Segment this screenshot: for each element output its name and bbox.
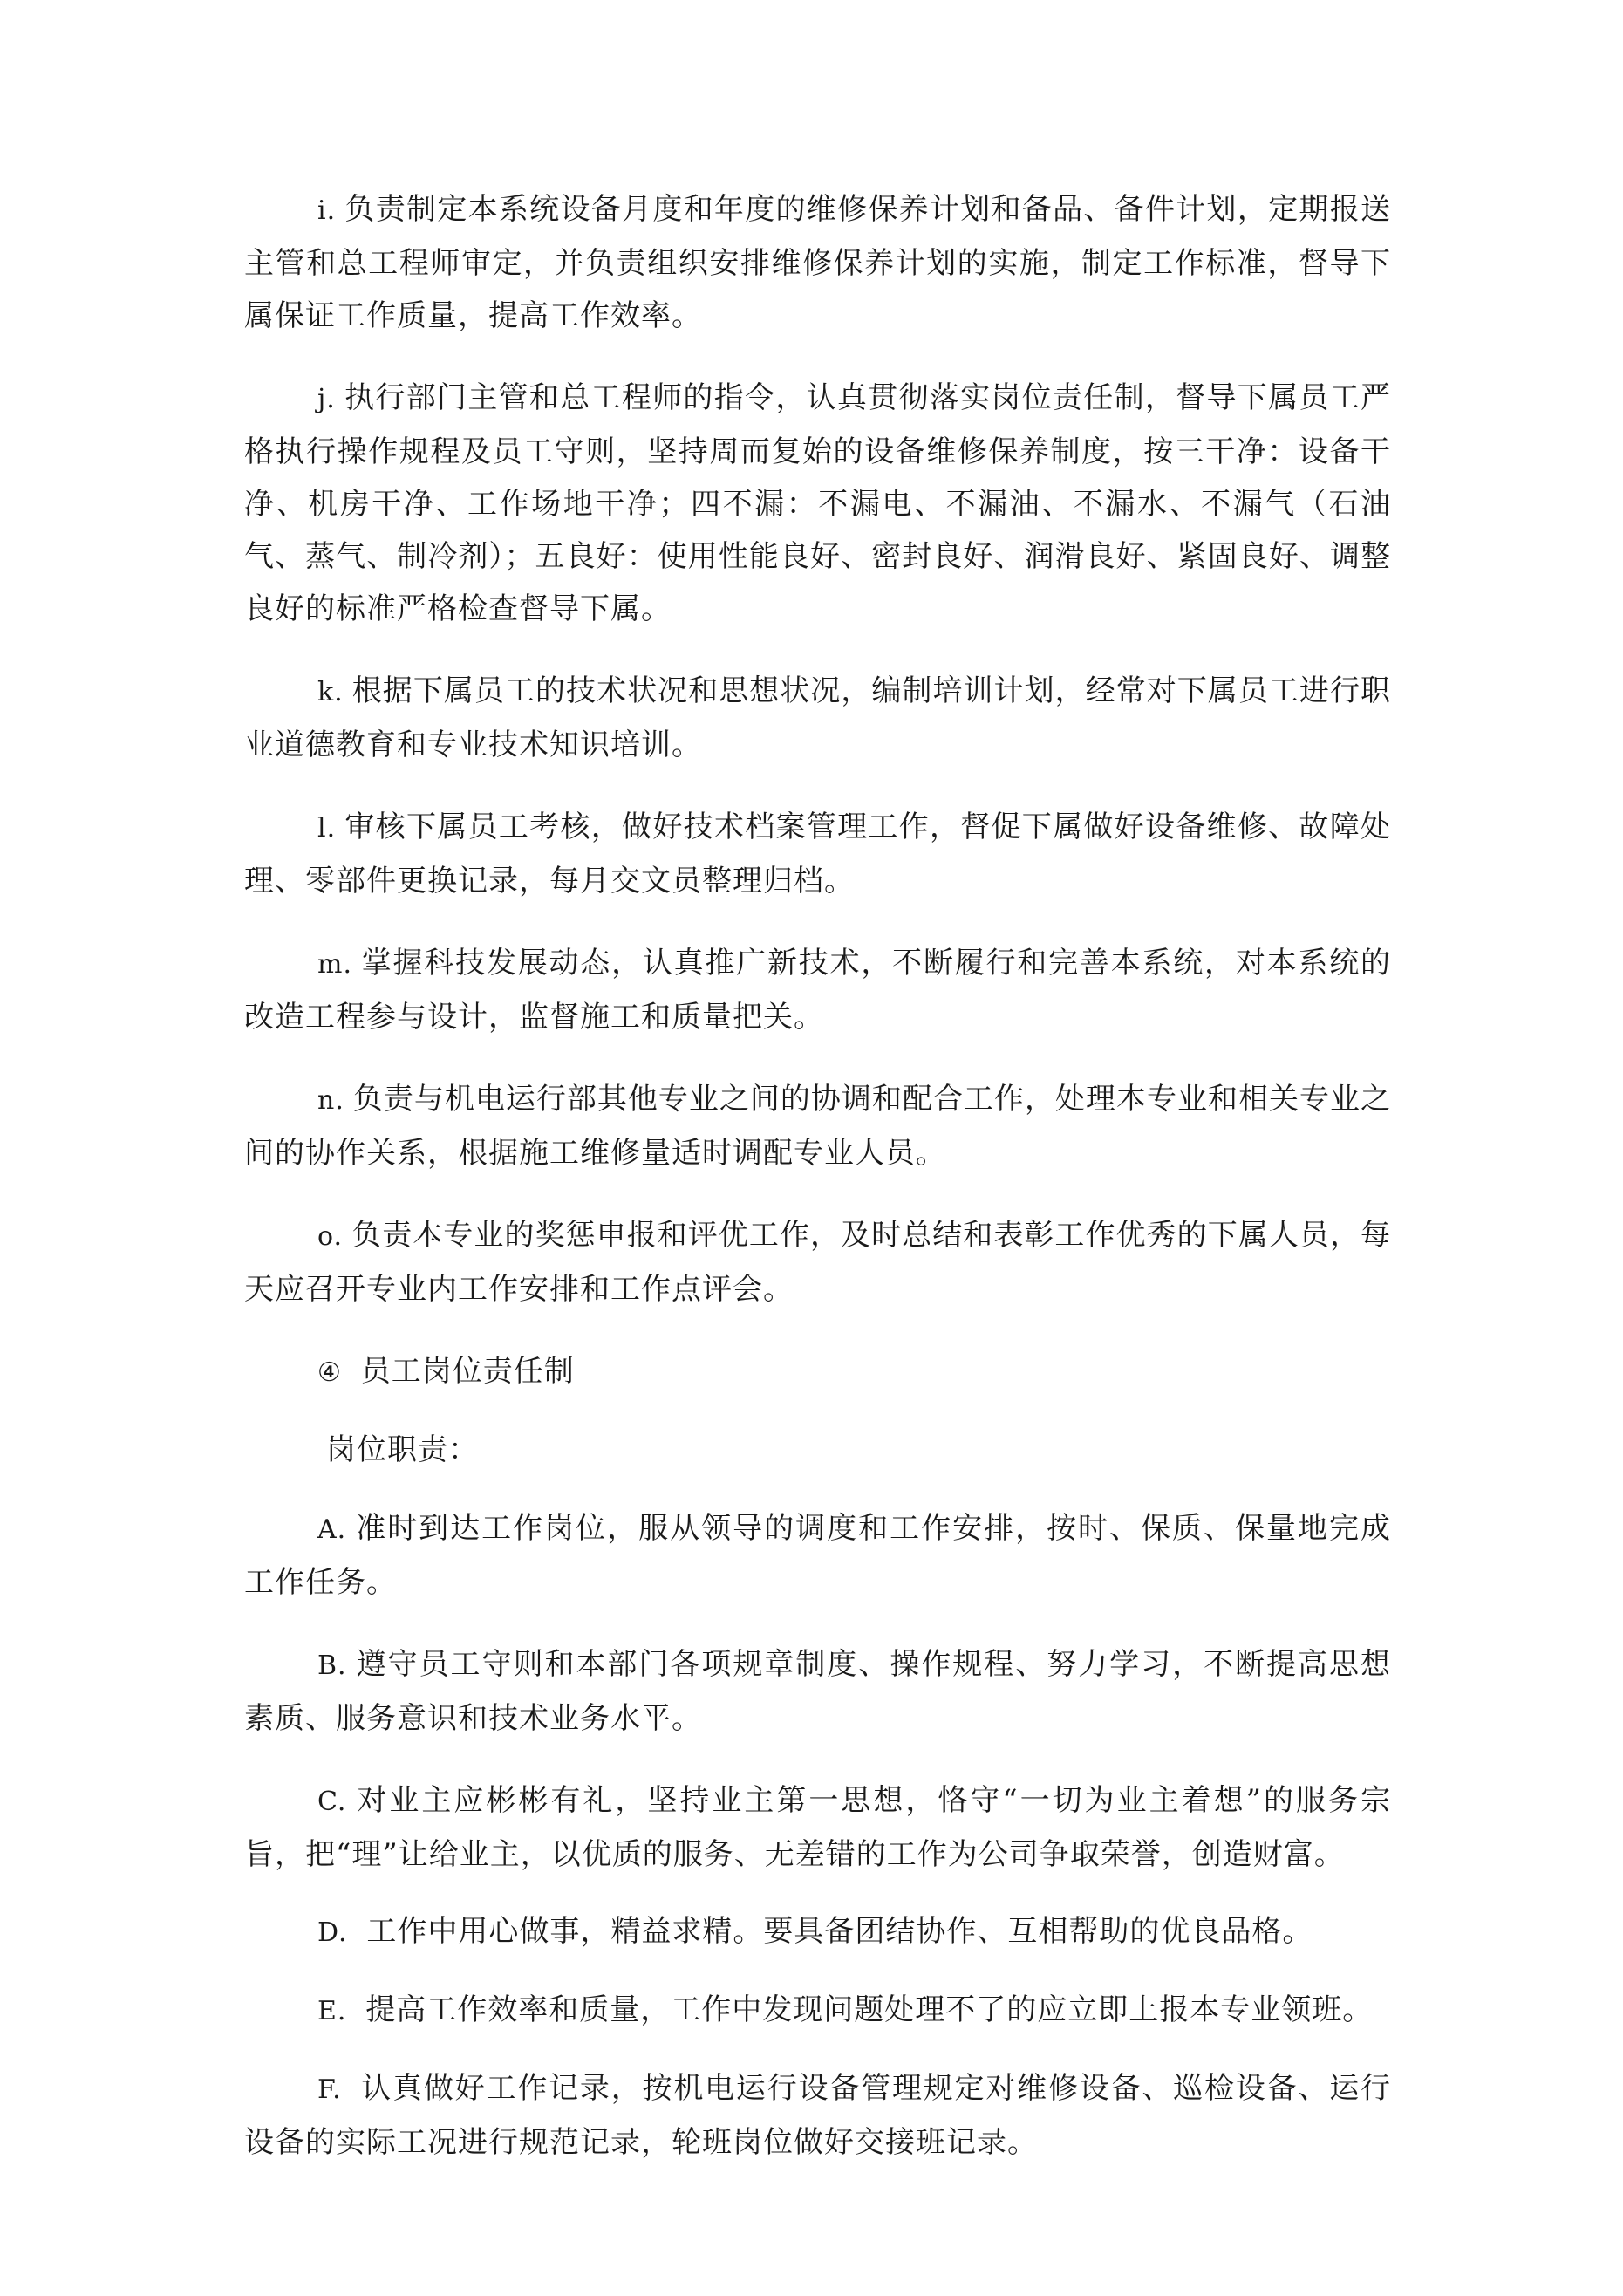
item-marker: A. xyxy=(317,1514,347,1545)
subheading xyxy=(244,1424,1391,1478)
section-number: ④ xyxy=(317,1357,342,1388)
paragraph-text: 遵守员工守则和本部门各项规章制度、操作规程、努力学习，不断提高思想素质、服务意识和技术业务水平。 xyxy=(244,1647,1391,1736)
subheading-text: 岗位职责： xyxy=(326,1432,479,1467)
paragraph-text: 根据下属员工的技术状况和思想状况，编制培训计划，经常对下属员工进行职业道德教育和专业技术知识培训。 xyxy=(244,673,1391,762)
item-marker: k. xyxy=(317,677,344,707)
paragraph-n xyxy=(244,1073,1391,1179)
paragraph-m xyxy=(244,937,1391,1043)
paragraph-B xyxy=(244,1638,1391,1745)
paragraph-text: 准时到达工作岗位，服从领导的调度和工作安排，按时、保质、保量地完成工作任务。 xyxy=(244,1511,1391,1600)
paragraph-text: 掌握科技发展动态，认真推广新技术，不断履行和完善本系统，对本系统的改造工程参与设计，监督施工和质量把关。 xyxy=(244,946,1391,1035)
item-marker: F. xyxy=(317,2074,342,2105)
paragraph-text: 认真做好工作记录，按机电运行设备管理规定对维修设备、巡检设备、运行设备的实际工况进行规范记录，轮班岗位做好交接班记录。 xyxy=(244,2071,1391,2160)
paragraph-l xyxy=(244,801,1391,907)
item-marker: j. xyxy=(317,384,336,414)
item-marker: l. xyxy=(317,813,337,844)
paragraph-text: 审核下属员工考核，做好技术档案管理工作，督促下属做好设备维修、故障处理、零部件更换记录，每月交文员整理归档。 xyxy=(244,810,1391,899)
item-marker: D. xyxy=(317,1917,348,1948)
paragraph-text: 负责本专业的奖惩申报和评优工作，及时总结和表彰工作优秀的下属人员，每天应召开专业内工作安排和工作点评会。 xyxy=(244,1218,1391,1307)
item-marker: n. xyxy=(317,1085,344,1116)
section-title: 员工岗位责任制 xyxy=(350,1354,575,1389)
paragraph-k xyxy=(244,665,1391,771)
paragraph-o xyxy=(244,1209,1391,1315)
item-marker: E. xyxy=(317,1996,347,2026)
document-body xyxy=(244,183,1391,2198)
paragraph-j xyxy=(244,372,1391,635)
item-marker: i. xyxy=(317,195,337,226)
paragraph-text: 执行部门主管和总工程师的指令，认真贯彻落实岗位责任制，督导下属员工严格执行操作规程及员工守则，坚持周而复始的设备维修保养制度，按三干净：设备干净、机房干净、工作场地干净；四不漏：不漏电、不漏油、不漏水、不漏气（石油气、蒸气、制冷剂）；五良好：使用性能良好、密封良好、润滑良好、紧固良好、调整良好的标准严格检查督导下属。 xyxy=(244,380,1391,626)
paragraph-i xyxy=(244,183,1391,342)
paragraph-text: 提高工作效率和质量，工作中发现问题处理不了的应立即上报本专业领班。 xyxy=(355,1992,1374,2027)
paragraph-E xyxy=(244,1984,1391,2038)
paragraph-C xyxy=(244,1774,1391,1881)
paragraph-text: 负责与机电运行部其他专业之间的协调和配合工作，处理本专业和相关专业之间的协作关系，根据施工维修量适时调配专业人员。 xyxy=(244,1082,1391,1171)
item-marker: B. xyxy=(317,1650,347,1681)
paragraph-text: 工作中用心做事，精益求精。要具备团结协作、互相帮助的优良品格。 xyxy=(356,1914,1313,1949)
paragraph-text: 对业主应彬彬有礼，坚持业主第一思想，恪守“一切为业主着想”的服务宗旨，把“理”让给业主，以优质的服务、无差错的工作为公司争取荣誉，创造财富。 xyxy=(244,1783,1391,1872)
paragraph-text: 负责制定本系统设备月度和年度的维修保养计划和备品、备件计划，定期报送主管和总工程师审定，并负责组织安排维修保养计划的实施，制定工作标准，督导下属保证工作质量，提高工作效率。 xyxy=(244,192,1391,333)
item-marker: C. xyxy=(317,1787,347,1817)
paragraph-F xyxy=(244,2062,1391,2169)
section-heading xyxy=(244,1345,1391,1399)
paragraph-A xyxy=(244,1502,1391,1609)
item-marker: m. xyxy=(317,949,352,980)
paragraph-D xyxy=(244,1905,1391,1959)
item-marker: o. xyxy=(317,1221,344,1252)
